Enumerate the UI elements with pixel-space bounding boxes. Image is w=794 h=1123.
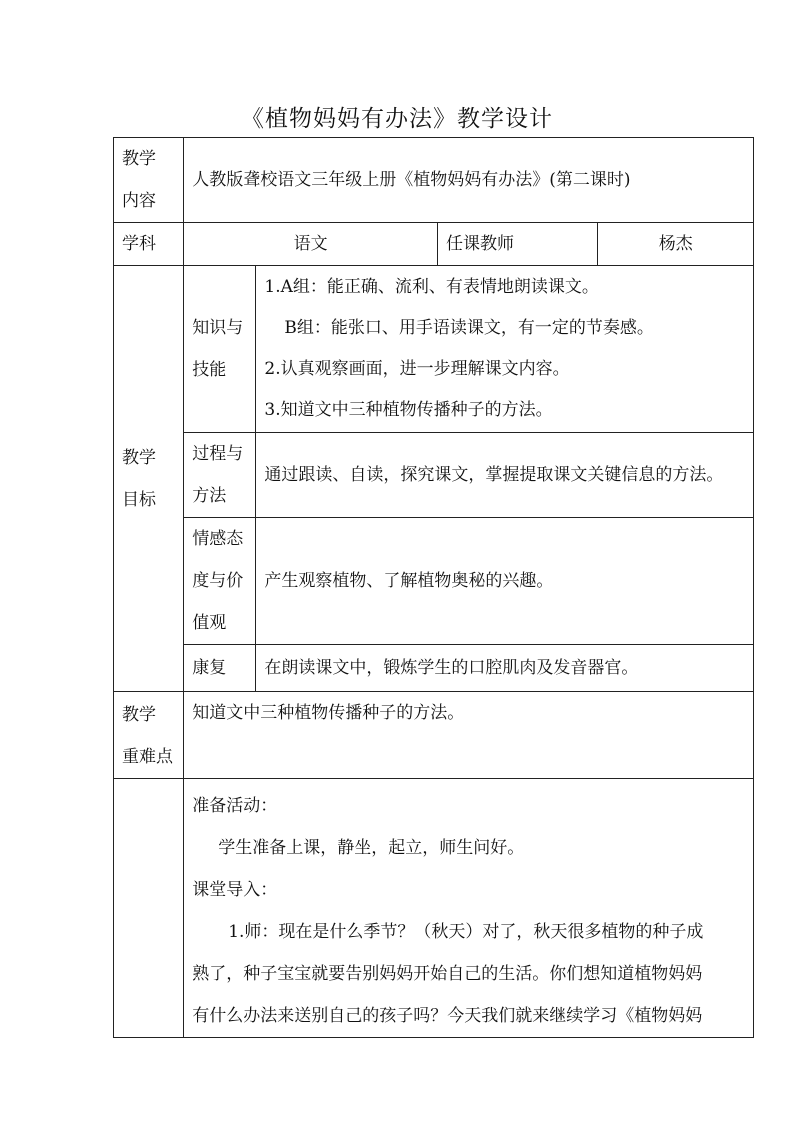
label-line: 知识与 <box>192 318 244 338</box>
row-goal-emotion <box>114 518 754 645</box>
label-subject: 学科 <box>114 223 184 266</box>
label-line: 技能 <box>192 360 227 380</box>
goal-item: 2.认真观察画面，进一步理解课文内容。 <box>264 359 570 379</box>
label-emotion-values <box>184 518 256 645</box>
label-key-points <box>114 692 184 779</box>
label-line: 值观 <box>192 613 227 633</box>
value-teaching-content: 人教版聋校语文三年级上册《植物妈妈有办法》(第二课时) <box>184 138 754 223</box>
paragraph: 1.师：现在是什么季节？（秋天）对了，秋天很多植物的种子成 <box>228 922 704 942</box>
label-line: 内容 <box>122 191 156 211</box>
lesson-plan-table <box>113 137 754 1038</box>
row-process-body <box>114 779 754 1038</box>
value-process-method: 通过跟读、自读，探究课文，掌握提取课文关键信息的方法。 <box>256 433 754 518</box>
label-line: 教学 <box>122 705 156 725</box>
label-teacher: 任课教师 <box>437 223 597 266</box>
document-title: 《植物妈妈有办法》教学设计 <box>241 106 553 132</box>
label-line: 教学 <box>122 149 156 169</box>
value-teacher: 杨杰 <box>598 223 754 266</box>
row-subject <box>114 223 754 266</box>
label-teaching-content <box>114 138 184 223</box>
label-process-method <box>184 433 256 518</box>
label-line: 过程与 <box>192 444 244 464</box>
row-goal-knowledge <box>114 266 754 433</box>
value-subject: 语文 <box>184 223 438 266</box>
label-knowledge-skills <box>184 266 256 433</box>
goal-item: 3.知道文中三种植物传播种子的方法。 <box>264 400 553 420</box>
label-line: 度与价 <box>192 571 244 591</box>
paragraph: 学生准备上课，静坐，起立，师生问好。 <box>218 838 525 858</box>
section-heading: 准备活动： <box>192 796 278 816</box>
label-line: 情感态 <box>192 529 244 549</box>
label-teaching-goals <box>114 266 184 692</box>
paragraph: 熟了，种子宝宝就要告别妈妈开始自己的生活。你们想知道植物妈妈 <box>192 964 703 984</box>
value-rehab: 在朗读课文中，锻炼学生的口腔肌肉及发音器官。 <box>256 645 754 692</box>
value-emotion-values: 产生观察植物、了解植物奥秘的兴趣。 <box>256 518 754 645</box>
row-teaching-content <box>114 138 754 223</box>
section-heading: 课堂导入： <box>192 880 278 900</box>
row-key-points <box>114 692 754 779</box>
value-process-body <box>184 779 754 1038</box>
label-line: 教学 <box>122 447 156 468</box>
row-goal-process <box>114 433 754 518</box>
label-rehab: 康复 <box>184 645 256 692</box>
label-process-empty <box>114 779 184 1038</box>
paragraph: 有什么办法来送别自己的孩子吗？今天我们就来继续学习《植物妈妈 <box>192 1006 703 1026</box>
goal-item: 1.A组：能正确、流利、有表情地朗读课文。 <box>264 277 599 297</box>
label-line: 目标 <box>122 489 156 510</box>
label-line: 重难点 <box>122 747 173 767</box>
row-goal-rehab <box>114 645 754 692</box>
value-key-points: 知道文中三种植物传播种子的方法。 <box>184 692 754 779</box>
goal-item: B组：能张口、用手语读课文，有一定的节奏感。 <box>284 318 654 338</box>
label-line: 方法 <box>192 486 227 506</box>
value-knowledge-skills <box>256 266 754 433</box>
